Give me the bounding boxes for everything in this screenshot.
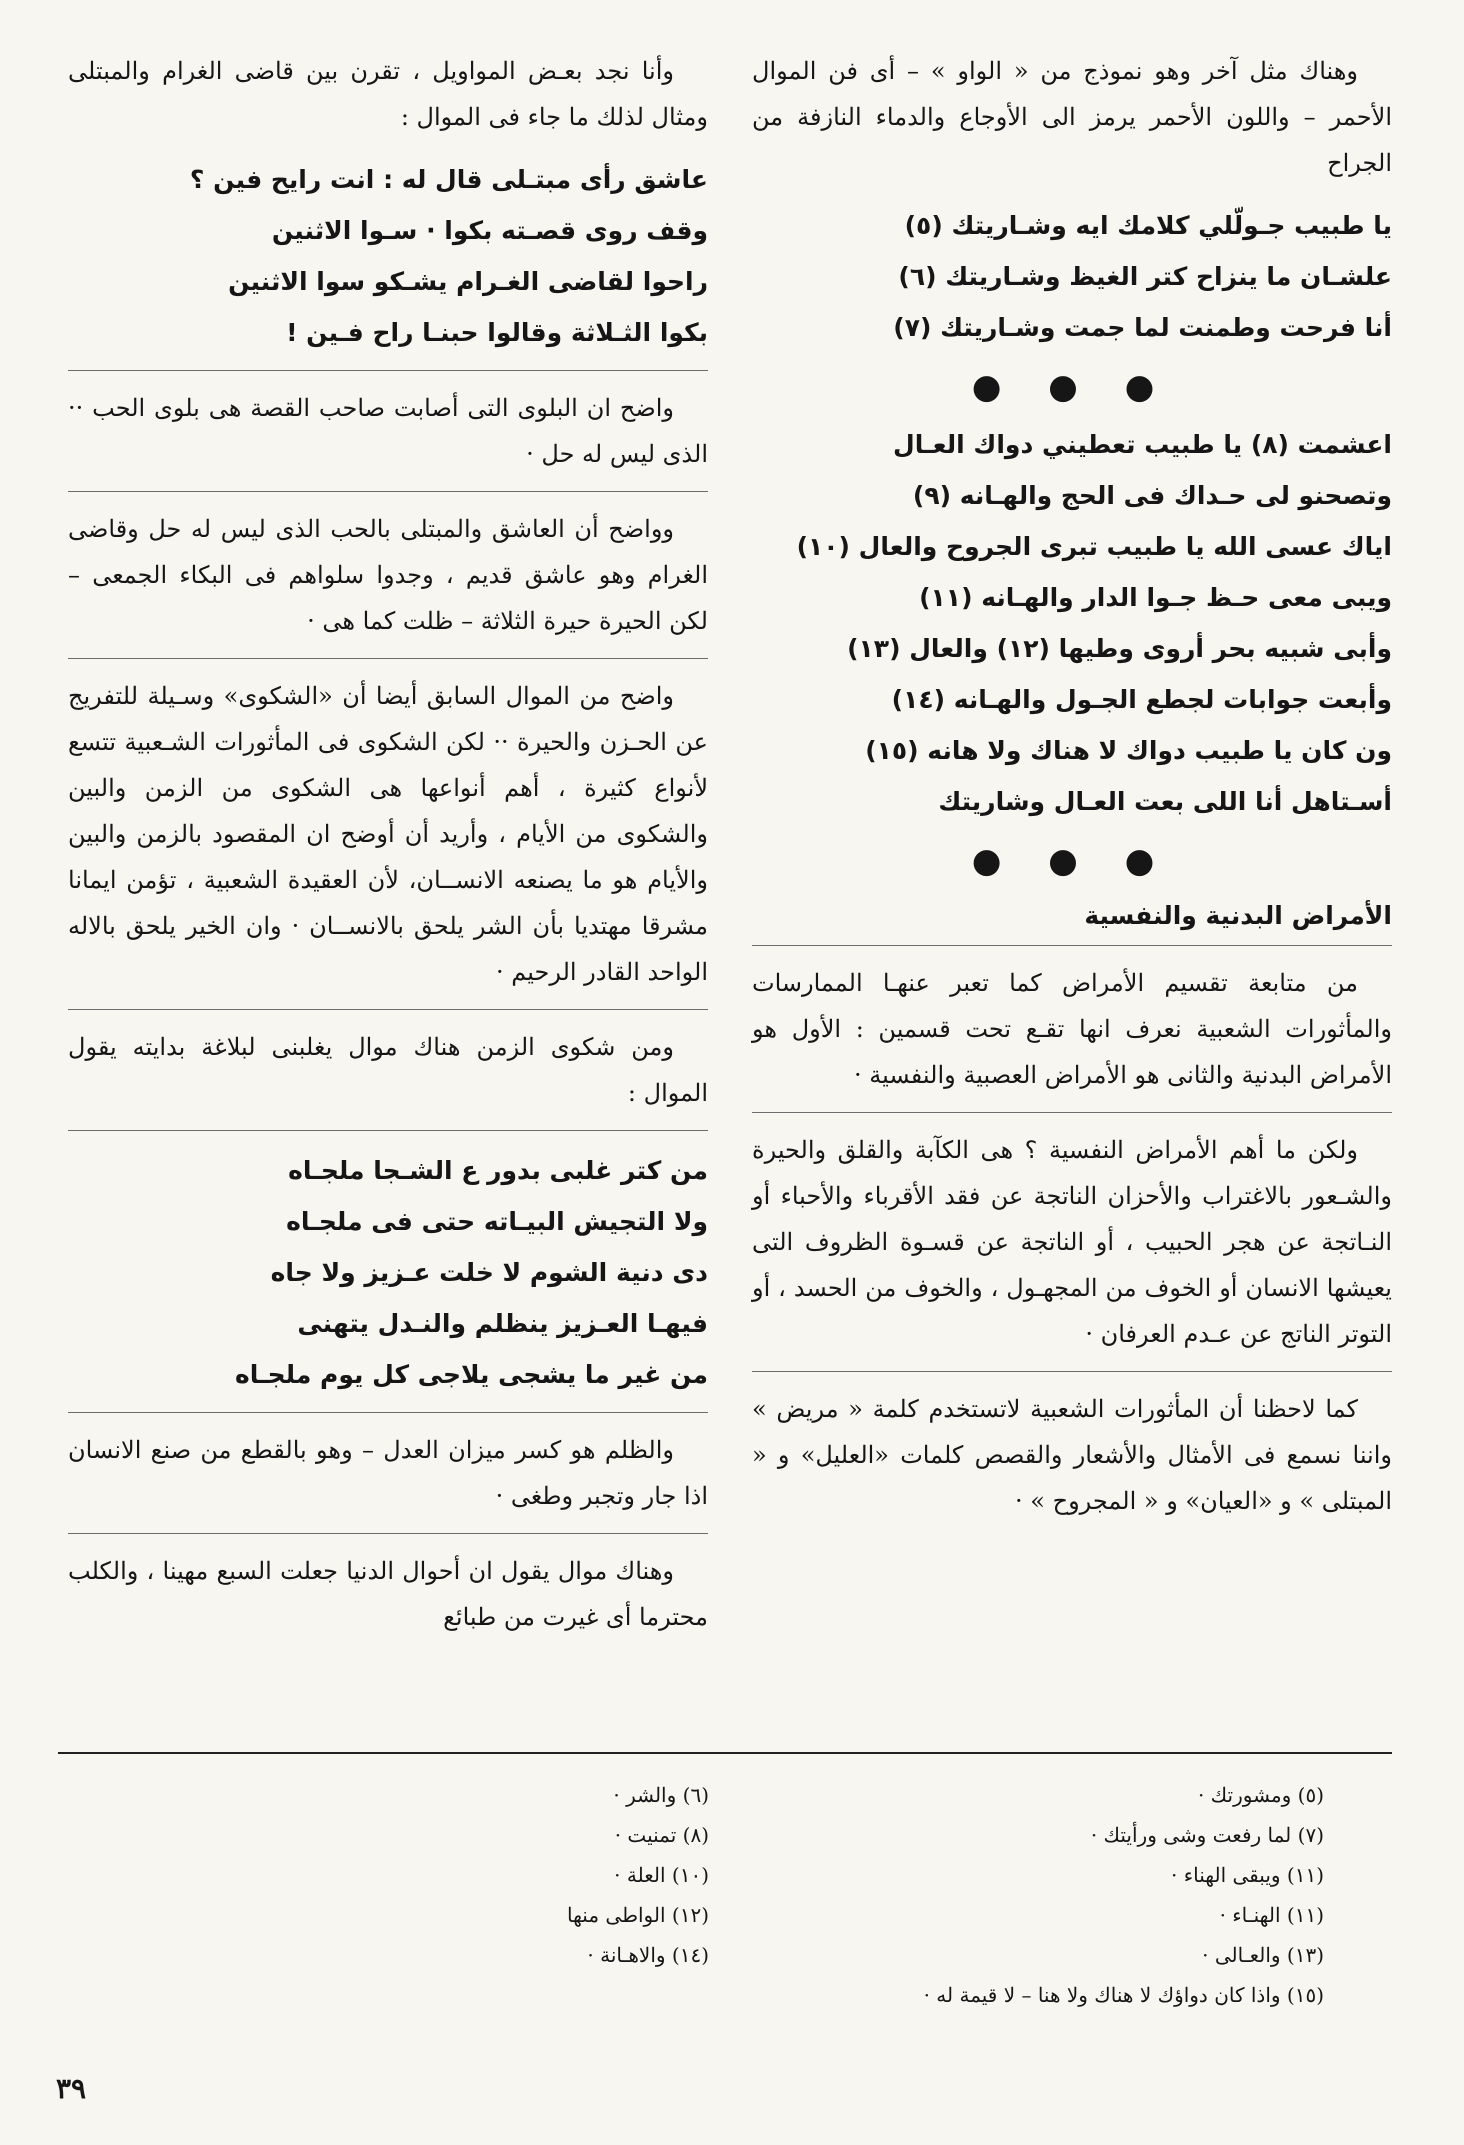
right-column — [752, 48, 1392, 1538]
verse-line: دى دنية الشوم لا خلت عـزيز ولا جاه — [270, 1258, 708, 1287]
body-paragraph: ولكن ما أهم الأمراض النفسية ؟ هى الكآبة والقلق والحيرة والشـعور بالاغتراب والأحزان الناتجة عن فقد الأقرباء والأحباء أو النـاتجة عن هجر الحبيب ، أو الناتجة عن قسـوة الظروف التى يعيشها الانسان أو الخوف من المجهـول ، والخوف من الحسد ، أو التوتر الناتج عن عـدم العرفان · — [752, 1136, 1392, 1348]
verse-line: اياك عسى الله يا طبيب تبرى الجروح والعال (١٠) — [796, 532, 1392, 561]
verse-line: فيهـا العـزيز ينظلم والنـدل يتهنى — [297, 1309, 708, 1338]
footnote: (١٢) الواطى منها — [566, 1903, 709, 1927]
page-number: ٣٩ — [56, 2072, 87, 2105]
divider — [68, 370, 708, 371]
body-paragraph: والظلم هو كسر ميزان العدل – وهو بالقطع من صنع الانسان اذا جار وتجبر وطغى · — [68, 1436, 708, 1510]
intro-paragraph: وهناك مثل آخر وهو نموذج من « الواو » – أى فن الموال الأحمر – واللون الأحمر يرمز الى الأوجاع والدماء النازفة من الجراح — [752, 57, 1392, 177]
body-paragraph: وأنا نجد بعـض المواويل ، تقرن بين قاضى الغرام والمبتلى ومثال لذلك ما جاء فى الموال : — [68, 57, 708, 131]
body-paragraph: واضح من الموال السابق أيضا أن «الشكوى» وسـيلة للتفريج عن الحـزن والحيرة ·· لكن الشكوى فى المأثورات الشـعبية تتسع لأنواع كثيرة ، أهم أنواعها هى الشكوى من الزمن والبين والشكوى من الأيام ، وأريد أن أوضح ان المقصود بالزمن والبين والأيام هو ما يصنعه الانســان، لأن العقيدة الشعبية ، تؤمن ايمانا مشرقا مهتديا بأن الشر يلحق بالانســان · وان الخير يلحق بالاله الواحد القادر الرحيم · — [68, 682, 708, 986]
footnote: (١٥) واذا كان دواؤك لا هناك ولا هنا – لا قيمة له · — [923, 1983, 1324, 2007]
verse-line: وأبى شبيه بحر أروى وطيها (١٢) والعال (١٣) — [847, 634, 1392, 663]
verse-line: علشـان ما ينزاح كتر الغيظ وشـاريتك (٦) — [898, 262, 1392, 291]
footnote: (١١) ويبقى الهناء · — [1171, 1863, 1324, 1887]
verse-line: راحوا لقاضى الغـرام يشـكو سوا الاثنين — [228, 267, 708, 296]
verse-line: أنا فرحت وطمنت لما جمت وشـاريتك (٧) — [893, 313, 1392, 342]
body-paragraph: واضح ان البلوى التى أصابت صاحب القصة هى بلوى الحب ·· الذى ليس له حل · — [68, 394, 708, 468]
body-paragraph: وواضح أن العاشق والمبتلى بالحب الذى ليس له حل وقاضى الغرام وهو عاشق قديم ، وجدوا سلواهم فى البكاء الجمعى – لكن الحيرة حيرة الثلاثة – ظلت كما هى · — [68, 515, 708, 635]
footnote-rule — [58, 1752, 1392, 1754]
body-paragraph: من متابعة تقسيم الأمراض كما تعبر عنهـا الممارسات والمأثورات الشعبية نعرف انها تقـع تحت قسمين : الأول هو الأمراض البدنية والثانى هو الأمراض العصبية والنفسية · — [752, 969, 1392, 1089]
section-separator: ● ● ● — [971, 841, 1173, 881]
footnote: (٧) لما رفعت وشى ورأيتك · — [1090, 1823, 1324, 1847]
footnote: (٨) تمنيت · — [614, 1823, 709, 1847]
divider — [68, 1533, 708, 1534]
footnote: (١٠) العلة · — [614, 1863, 709, 1887]
verse-line: يا طبيب جـولّلي كلامك ايه وشـاريتك (٥) — [904, 211, 1392, 240]
section-separator: ● ● ● — [971, 367, 1173, 407]
divider — [68, 1130, 708, 1131]
verse-line: اعشمت (٨) يا طبيب تعطيني دواك العـال — [893, 430, 1392, 459]
body-paragraph: وهناك موال يقول ان أحوال الدنيا جعلت السبع مهينا ، والكلب محترما أى غيرت من طبائع — [68, 1557, 708, 1631]
divider — [68, 491, 708, 492]
body-paragraph: ومن شكوى الزمن هناك موال يغلبنى لبلاغة بدايته يقول الموال : — [68, 1033, 708, 1107]
verse-line: وأبعت جوابات لجطع الجـول والهـانه (١٤) — [891, 685, 1392, 714]
verse-line: أسـتاهل أنا اللى بعت العـال وشاريتك — [938, 787, 1392, 816]
verse-line: من كتر غلبى بدور ع الشـجا ملجـاه — [288, 1156, 708, 1185]
verse-line: من غير ما يشجى يلاجى كل يوم ملجـاه — [234, 1360, 708, 1389]
footnote: (١١) الهنـاء · — [1219, 1903, 1324, 1927]
divider — [68, 1412, 708, 1413]
divider — [68, 658, 708, 659]
verse-line: بكوا الثـلاثة وقالوا حبنـا راح فـين ! — [286, 318, 708, 347]
section-heading: الأمراض البدنية والنفسية — [1084, 901, 1392, 930]
divider — [752, 1371, 1392, 1372]
divider — [752, 945, 1392, 946]
left-column — [68, 48, 708, 1654]
verse-line: عاشق رأى مبتـلى قال له : انت رايح فين ؟ — [189, 165, 708, 194]
footnote: (١٤) والاهـانة · — [587, 1943, 709, 1967]
verse-line: ون كان يا طبيب دواك لا هناك ولا هانه (١٥) — [865, 736, 1392, 765]
verse-line: ولا التجيش البيـاته حتى فى ملجـاه — [286, 1207, 708, 1236]
divider — [68, 1009, 708, 1010]
footnote: (٦) والشر · — [613, 1783, 709, 1807]
mawwal-verse-hope — [752, 419, 1392, 827]
mawwal-verse-lover — [68, 154, 708, 358]
verse-line: وقف روى قصـته بكوا · سـوا الاثنين — [271, 216, 708, 245]
footnotes — [134, 1775, 1324, 2015]
footnote: (٥) ومشورتك · — [1197, 1783, 1324, 1807]
body-paragraph: كما لاحظنا أن المأثورات الشعبية لاتستخدم كلمة « مريض » واننا نسمع فى الأمثال والأشعار والقصص كلمات «العليل» و « المبتلى » و «العيان» و « المجروح » · — [752, 1395, 1392, 1515]
footnote: (١٣) والعـالى · — [1202, 1943, 1324, 1967]
divider — [752, 1112, 1392, 1113]
verse-line: ويبى معى حـظ جـوا الدار والهـانه (١١) — [919, 583, 1392, 612]
mawwal-verse-complaint — [68, 1145, 708, 1400]
verse-line: وتصحنو لى حـداك فى الحج والهـانه (٩) — [912, 481, 1392, 510]
mawwal-verse-doctor — [752, 200, 1392, 353]
